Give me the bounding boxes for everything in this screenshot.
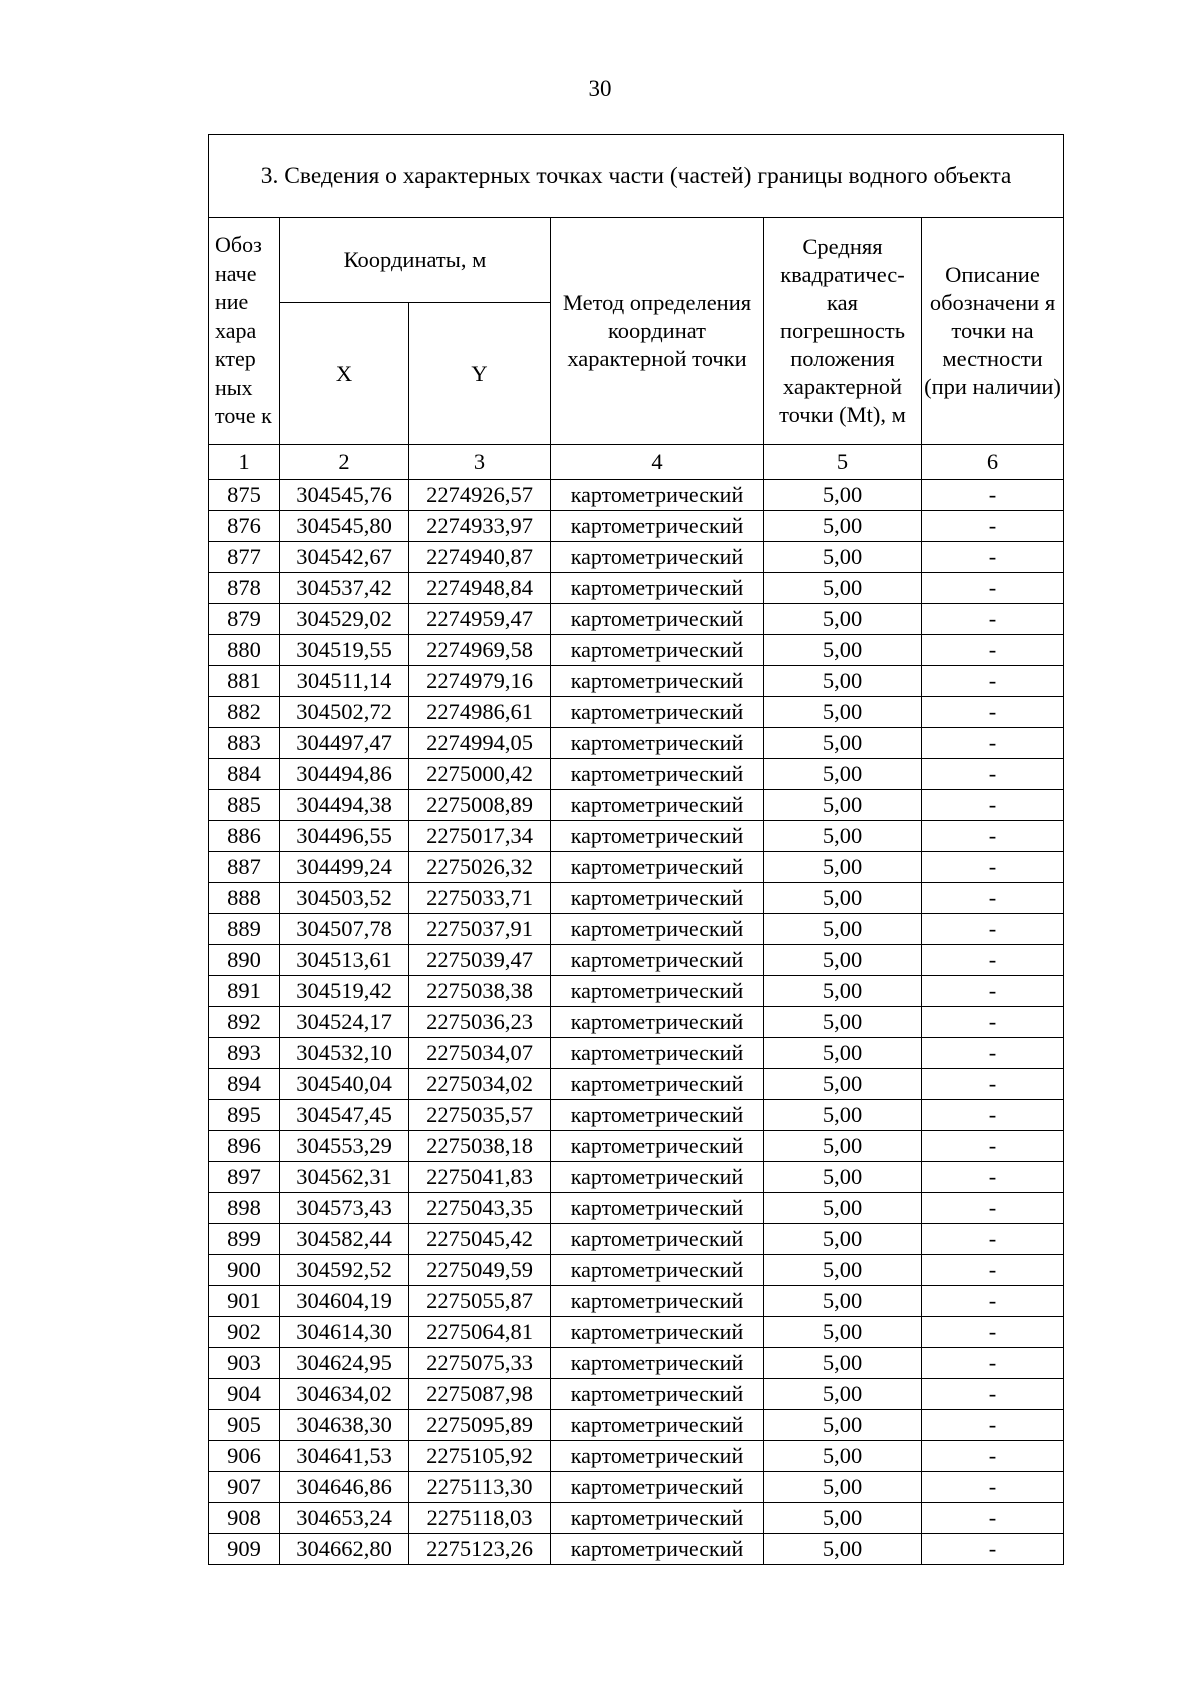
mean-error: 5,00 — [764, 1162, 922, 1193]
coord-x: 304532,10 — [280, 1038, 409, 1069]
header-description: Описание обозначени я точки на местности (при наличии) — [922, 218, 1064, 445]
point-description: - — [922, 1317, 1064, 1348]
point-description: - — [922, 852, 1064, 883]
mean-error: 5,00 — [764, 852, 922, 883]
method: картометрический — [551, 914, 764, 945]
method: картометрический — [551, 604, 764, 635]
method: картометрический — [551, 1441, 764, 1472]
point-number: 895 — [209, 1100, 280, 1131]
method: картометрический — [551, 1379, 764, 1410]
coord-x: 304511,14 — [280, 666, 409, 697]
coord-x: 304634,02 — [280, 1379, 409, 1410]
mean-error: 5,00 — [764, 511, 922, 542]
mean-error: 5,00 — [764, 1503, 922, 1534]
coord-y: 2274969,58 — [409, 635, 551, 666]
coord-x: 304519,42 — [280, 976, 409, 1007]
table-row — [209, 1503, 1064, 1534]
table-row — [209, 883, 1064, 914]
table-row — [209, 1441, 1064, 1472]
point-number: 884 — [209, 759, 280, 790]
coord-x: 304497,47 — [280, 728, 409, 759]
point-description: - — [922, 1100, 1064, 1131]
coord-x: 304507,78 — [280, 914, 409, 945]
column-number: 2 — [280, 445, 409, 480]
coord-x: 304547,45 — [280, 1100, 409, 1131]
point-number: 887 — [209, 852, 280, 883]
mean-error: 5,00 — [764, 1472, 922, 1503]
coord-y: 2274933,97 — [409, 511, 551, 542]
method: картометрический — [551, 1193, 764, 1224]
mean-error: 5,00 — [764, 1193, 922, 1224]
coord-y: 2275043,35 — [409, 1193, 551, 1224]
mean-error: 5,00 — [764, 728, 922, 759]
coord-x: 304499,24 — [280, 852, 409, 883]
point-description: - — [922, 604, 1064, 635]
method: картометрический — [551, 1162, 764, 1193]
method: картометрический — [551, 635, 764, 666]
coord-y: 2275033,71 — [409, 883, 551, 914]
point-number: 899 — [209, 1224, 280, 1255]
boundary-points-table — [208, 134, 1064, 1565]
page-number: 30 — [588, 76, 612, 101]
point-number: 909 — [209, 1534, 280, 1565]
method: картометрический — [551, 511, 764, 542]
coord-y: 2275049,59 — [409, 1255, 551, 1286]
table-row — [209, 542, 1064, 573]
coord-y: 2275118,03 — [409, 1503, 551, 1534]
point-description: - — [922, 1379, 1064, 1410]
method: картометрический — [551, 790, 764, 821]
table-row — [209, 1007, 1064, 1038]
point-number: 902 — [209, 1317, 280, 1348]
point-description: - — [922, 1162, 1064, 1193]
coord-x: 304646,86 — [280, 1472, 409, 1503]
table-row — [209, 976, 1064, 1007]
header-x: X — [280, 303, 409, 445]
mean-error: 5,00 — [764, 1317, 922, 1348]
table-row — [209, 480, 1064, 511]
point-number: 897 — [209, 1162, 280, 1193]
point-number: 903 — [209, 1348, 280, 1379]
coord-y: 2275045,42 — [409, 1224, 551, 1255]
point-number: 891 — [209, 976, 280, 1007]
point-description: - — [922, 821, 1064, 852]
coord-y: 2274926,57 — [409, 480, 551, 511]
point-description: - — [922, 511, 1064, 542]
coord-y: 2274948,84 — [409, 573, 551, 604]
mean-error: 5,00 — [764, 1286, 922, 1317]
point-description: - — [922, 728, 1064, 759]
coord-y: 2274959,47 — [409, 604, 551, 635]
mean-error: 5,00 — [764, 1007, 922, 1038]
column-number: 1 — [209, 445, 280, 480]
point-number: 889 — [209, 914, 280, 945]
point-number: 896 — [209, 1131, 280, 1162]
mean-error: 5,00 — [764, 821, 922, 852]
method: картометрический — [551, 1255, 764, 1286]
coord-x: 304573,43 — [280, 1193, 409, 1224]
table-row — [209, 1472, 1064, 1503]
section-title: 3. Сведения о характерных точках части (частей) границы водного объекта — [209, 135, 1064, 218]
table-row — [209, 1193, 1064, 1224]
table-row — [209, 1317, 1064, 1348]
method: картометрический — [551, 573, 764, 604]
point-description: - — [922, 883, 1064, 914]
table-row — [209, 1286, 1064, 1317]
coord-y: 2275034,02 — [409, 1069, 551, 1100]
coord-y: 2275038,18 — [409, 1131, 551, 1162]
mean-error: 5,00 — [764, 1224, 922, 1255]
point-description: - — [922, 1255, 1064, 1286]
mean-error: 5,00 — [764, 759, 922, 790]
point-number: 880 — [209, 635, 280, 666]
column-number: 6 — [922, 445, 1064, 480]
mean-error: 5,00 — [764, 1534, 922, 1565]
coord-x: 304545,76 — [280, 480, 409, 511]
method: картометрический — [551, 1410, 764, 1441]
method: картометрический — [551, 852, 764, 883]
coord-x: 304553,29 — [280, 1131, 409, 1162]
coord-y: 2275000,42 — [409, 759, 551, 790]
method: картометрический — [551, 480, 764, 511]
coord-x: 304542,67 — [280, 542, 409, 573]
point-description: - — [922, 1472, 1064, 1503]
coord-y: 2275035,57 — [409, 1100, 551, 1131]
table-row — [209, 1069, 1064, 1100]
coord-x: 304582,44 — [280, 1224, 409, 1255]
point-number: 888 — [209, 883, 280, 914]
method: картометрический — [551, 945, 764, 976]
coord-y: 2275034,07 — [409, 1038, 551, 1069]
method: картометрический — [551, 728, 764, 759]
table-row — [209, 511, 1064, 542]
method: картометрический — [551, 1472, 764, 1503]
point-number: 908 — [209, 1503, 280, 1534]
header-designation: Обоз наче ние хара ктер ных точе к — [209, 218, 280, 445]
point-number: 878 — [209, 573, 280, 604]
header-y: Y — [409, 303, 551, 445]
point-description: - — [922, 1534, 1064, 1565]
coord-x: 304604,19 — [280, 1286, 409, 1317]
coord-y: 2275008,89 — [409, 790, 551, 821]
coord-x: 304653,24 — [280, 1503, 409, 1534]
mean-error: 5,00 — [764, 697, 922, 728]
method: картометрический — [551, 1534, 764, 1565]
point-number: 894 — [209, 1069, 280, 1100]
point-number: 906 — [209, 1441, 280, 1472]
coord-y: 2274940,87 — [409, 542, 551, 573]
point-description: - — [922, 1441, 1064, 1472]
coord-y: 2274994,05 — [409, 728, 551, 759]
point-description: - — [922, 1348, 1064, 1379]
point-number: 876 — [209, 511, 280, 542]
coord-y: 2275041,83 — [409, 1162, 551, 1193]
mean-error: 5,00 — [764, 604, 922, 635]
point-description: - — [922, 697, 1064, 728]
coord-y: 2275036,23 — [409, 1007, 551, 1038]
mean-error: 5,00 — [764, 1379, 922, 1410]
point-number: 879 — [209, 604, 280, 635]
table-row — [209, 759, 1064, 790]
point-number: 877 — [209, 542, 280, 573]
coord-y: 2275017,34 — [409, 821, 551, 852]
coord-x: 304494,86 — [280, 759, 409, 790]
column-number: 3 — [409, 445, 551, 480]
method: картометрический — [551, 666, 764, 697]
point-number: 907 — [209, 1472, 280, 1503]
coord-x: 304519,55 — [280, 635, 409, 666]
table-row — [209, 852, 1064, 883]
point-description: - — [922, 480, 1064, 511]
coord-x: 304502,72 — [280, 697, 409, 728]
table-row — [209, 1162, 1064, 1193]
coord-x: 304496,55 — [280, 821, 409, 852]
mean-error: 5,00 — [764, 1410, 922, 1441]
point-number: 900 — [209, 1255, 280, 1286]
method: картометрический — [551, 697, 764, 728]
point-number: 890 — [209, 945, 280, 976]
header-method: Метод определения координат характерной точки — [551, 218, 764, 445]
point-description: - — [922, 1224, 1064, 1255]
point-description: - — [922, 1193, 1064, 1224]
mean-error: 5,00 — [764, 1131, 922, 1162]
table-row — [209, 821, 1064, 852]
coord-x: 304529,02 — [280, 604, 409, 635]
point-description: - — [922, 790, 1064, 821]
method: картометрический — [551, 1069, 764, 1100]
mean-error: 5,00 — [764, 573, 922, 604]
point-description: - — [922, 759, 1064, 790]
table-row — [209, 666, 1064, 697]
table-row — [209, 728, 1064, 759]
header-coordinates: Координаты, м — [280, 218, 551, 303]
coord-x: 304540,04 — [280, 1069, 409, 1100]
point-number: 886 — [209, 821, 280, 852]
coord-y: 2275064,81 — [409, 1317, 551, 1348]
mean-error: 5,00 — [764, 666, 922, 697]
point-number: 904 — [209, 1379, 280, 1410]
method: картометрический — [551, 542, 764, 573]
method: картометрический — [551, 759, 764, 790]
point-description: - — [922, 542, 1064, 573]
method: картометрический — [551, 1348, 764, 1379]
point-description: - — [922, 976, 1064, 1007]
method: картометрический — [551, 1007, 764, 1038]
method: картометрический — [551, 1100, 764, 1131]
point-description: - — [922, 1503, 1064, 1534]
coord-y: 2275087,98 — [409, 1379, 551, 1410]
coord-x: 304524,17 — [280, 1007, 409, 1038]
mean-error: 5,00 — [764, 1038, 922, 1069]
coord-y: 2274986,61 — [409, 697, 551, 728]
coord-x: 304503,52 — [280, 883, 409, 914]
point-description: - — [922, 1131, 1064, 1162]
coord-x: 304662,80 — [280, 1534, 409, 1565]
table-row — [209, 1379, 1064, 1410]
coord-x: 304562,31 — [280, 1162, 409, 1193]
table-row — [209, 697, 1064, 728]
table-row — [209, 914, 1064, 945]
method: картометрический — [551, 976, 764, 1007]
coord-x: 304537,42 — [280, 573, 409, 604]
point-description: - — [922, 573, 1064, 604]
point-description: - — [922, 1410, 1064, 1441]
coord-x: 304638,30 — [280, 1410, 409, 1441]
point-description: - — [922, 1069, 1064, 1100]
point-description: - — [922, 635, 1064, 666]
point-number: 901 — [209, 1286, 280, 1317]
point-description: - — [922, 666, 1064, 697]
table-row — [209, 1224, 1064, 1255]
point-number: 898 — [209, 1193, 280, 1224]
mean-error: 5,00 — [764, 945, 922, 976]
point-number: 893 — [209, 1038, 280, 1069]
point-description: - — [922, 1007, 1064, 1038]
coord-y: 2275095,89 — [409, 1410, 551, 1441]
point-number: 885 — [209, 790, 280, 821]
table-row — [209, 573, 1064, 604]
table-row — [209, 1348, 1064, 1379]
mean-error: 5,00 — [764, 976, 922, 1007]
coord-y: 2275105,92 — [409, 1441, 551, 1472]
table-row — [209, 1100, 1064, 1131]
coord-x: 304545,80 — [280, 511, 409, 542]
point-number: 905 — [209, 1410, 280, 1441]
point-description: - — [922, 914, 1064, 945]
mean-error: 5,00 — [764, 480, 922, 511]
mean-error: 5,00 — [764, 883, 922, 914]
point-description: - — [922, 945, 1064, 976]
column-numbers-row — [209, 445, 1064, 480]
coord-x: 304624,95 — [280, 1348, 409, 1379]
point-number: 881 — [209, 666, 280, 697]
header-error: Средняя квадратичес- кая погрешность положения характерной точки (Mt), м — [764, 218, 922, 445]
coord-x: 304641,53 — [280, 1441, 409, 1472]
table-row — [209, 1131, 1064, 1162]
mean-error: 5,00 — [764, 1255, 922, 1286]
coord-y: 2275113,30 — [409, 1472, 551, 1503]
mean-error: 5,00 — [764, 1348, 922, 1379]
point-description: - — [922, 1038, 1064, 1069]
method: картометрический — [551, 1286, 764, 1317]
method: картометрический — [551, 821, 764, 852]
method: картометрический — [551, 1317, 764, 1348]
mean-error: 5,00 — [764, 914, 922, 945]
coord-y: 2274979,16 — [409, 666, 551, 697]
table-row — [209, 604, 1064, 635]
coord-x: 304494,38 — [280, 790, 409, 821]
coord-y: 2275038,38 — [409, 976, 551, 1007]
mean-error: 5,00 — [764, 1441, 922, 1472]
table-row — [209, 945, 1064, 976]
method: картометрический — [551, 883, 764, 914]
table-row — [209, 635, 1064, 666]
mean-error: 5,00 — [764, 1100, 922, 1131]
coord-y: 2275037,91 — [409, 914, 551, 945]
method: картометрический — [551, 1131, 764, 1162]
coord-y: 2275039,47 — [409, 945, 551, 976]
coord-x: 304513,61 — [280, 945, 409, 976]
point-number: 882 — [209, 697, 280, 728]
mean-error: 5,00 — [764, 635, 922, 666]
coord-x: 304592,52 — [280, 1255, 409, 1286]
coord-x: 304614,30 — [280, 1317, 409, 1348]
point-number: 892 — [209, 1007, 280, 1038]
coord-y: 2275075,33 — [409, 1348, 551, 1379]
mean-error: 5,00 — [764, 790, 922, 821]
column-number: 4 — [551, 445, 764, 480]
table-row — [209, 1534, 1064, 1565]
method: картометрический — [551, 1503, 764, 1534]
table-row — [209, 790, 1064, 821]
table-row — [209, 1410, 1064, 1441]
point-number: 875 — [209, 480, 280, 511]
mean-error: 5,00 — [764, 542, 922, 573]
point-number: 883 — [209, 728, 280, 759]
point-description: - — [922, 1286, 1064, 1317]
coord-y: 2275055,87 — [409, 1286, 551, 1317]
coord-y: 2275026,32 — [409, 852, 551, 883]
method: картометрический — [551, 1038, 764, 1069]
table-row — [209, 1038, 1064, 1069]
method: картометрический — [551, 1224, 764, 1255]
coord-y: 2275123,26 — [409, 1534, 551, 1565]
column-number: 5 — [764, 445, 922, 480]
table-row — [209, 1255, 1064, 1286]
mean-error: 5,00 — [764, 1069, 922, 1100]
